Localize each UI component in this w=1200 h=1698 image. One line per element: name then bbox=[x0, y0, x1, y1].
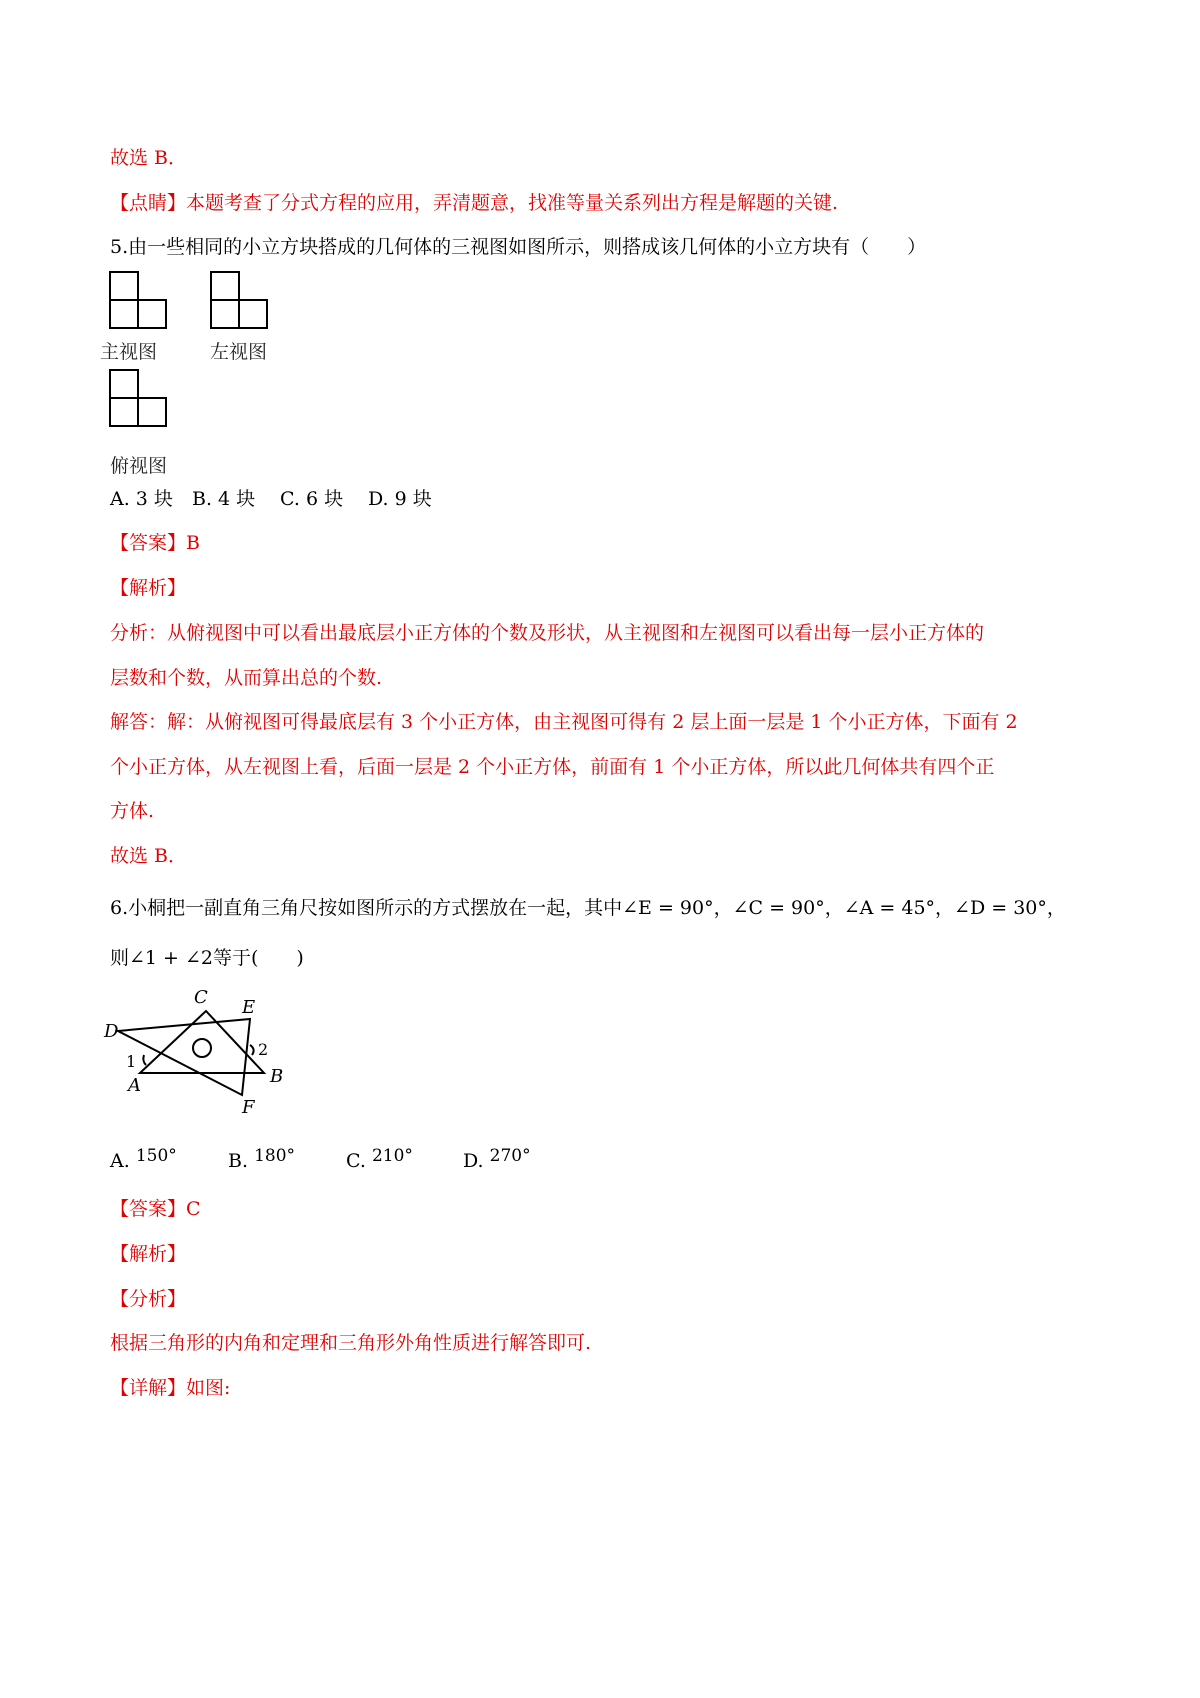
angle-2-arc bbox=[250, 1045, 254, 1055]
q5-stem: 5.由一些相同的小立方块搭成的几何体的三视图如图所示，则搭成该几何体的小立方块有（ ） bbox=[110, 236, 927, 258]
q5-option-c: C. 6 块 bbox=[280, 488, 344, 510]
q6-option-c bbox=[346, 1146, 413, 1172]
q6-option-b-value: 180° bbox=[254, 1146, 296, 1166]
front-view-label: 主视图 bbox=[100, 341, 158, 363]
label-angle-2: 2 bbox=[258, 1040, 269, 1059]
q5-option-d: D. 9 块 bbox=[368, 488, 432, 510]
q6-fenxi-text: 根据三角形的内角和定理和三角形外角性质进行解答即可. bbox=[110, 1332, 592, 1354]
q6-analysis-header: 【解析】 bbox=[110, 1243, 187, 1265]
label-b: B bbox=[270, 1066, 284, 1087]
label-f: F bbox=[242, 1097, 255, 1115]
label-angle-1: 1 bbox=[126, 1052, 137, 1071]
q5-option-b: B. 4 块 bbox=[192, 488, 256, 510]
q6-option-b-letter: B. bbox=[228, 1150, 249, 1172]
front-view-drawing bbox=[110, 272, 166, 328]
q6-option-d-letter: D. bbox=[463, 1150, 484, 1172]
q6-option-c-value: 210° bbox=[371, 1146, 413, 1166]
q5-analysis-line-2: 层数和个数，从而算出总的个数. bbox=[110, 667, 383, 689]
q6-triangles-figure bbox=[100, 985, 300, 1115]
q5-analysis-line-1: 分析：从俯视图中可以看出最底层小正方体的个数及形状，从主视图和左视图可以看出每一层小正方体的 bbox=[110, 622, 985, 644]
q6-fenxi-header: 【分析】 bbox=[110, 1288, 187, 1310]
q6-stem-line-2: 则∠1 + ∠2等于( ) bbox=[110, 947, 304, 969]
label-a: A bbox=[128, 1075, 141, 1096]
q6-option-a bbox=[110, 1146, 177, 1172]
q6-detail: 【详解】如图: bbox=[110, 1377, 231, 1399]
q5-solution-line-1: 解答：解：从俯视图可得最底层有 3 个小正方体，由主视图可得有 2 层上面一层是 1 个小正方体，下面有 2 bbox=[110, 711, 1018, 733]
q5-analysis-header: 【解析】 bbox=[110, 577, 187, 599]
label-c: C bbox=[194, 987, 208, 1008]
top-view-drawing bbox=[110, 370, 166, 426]
q5-option-a: A. 3 块 bbox=[110, 488, 173, 510]
q6-option-a-letter: A. bbox=[110, 1150, 130, 1172]
prev-comment: 【点睛】本题考查了分式方程的应用，弄清题意，找准等量关系列出方程是解题的关键. bbox=[110, 192, 839, 214]
prev-conclusion: 故选 B． bbox=[110, 147, 188, 169]
left-view-drawing bbox=[211, 272, 267, 328]
q5-conclusion: 故选 B． bbox=[110, 845, 188, 867]
left-view-label: 左视图 bbox=[210, 341, 268, 363]
center-circle bbox=[193, 1039, 211, 1057]
q6-option-c-letter: C. bbox=[346, 1150, 366, 1172]
top-view-label: 俯视图 bbox=[110, 455, 168, 477]
q6-option-a-value: 150° bbox=[135, 1146, 177, 1166]
q6-option-b bbox=[228, 1146, 296, 1172]
angle-1-arc bbox=[143, 1055, 146, 1065]
label-d: D bbox=[104, 1021, 119, 1042]
q5-answer: 【答案】B bbox=[110, 532, 200, 554]
q5-solution-line-3: 方体. bbox=[110, 800, 155, 822]
q5-solution-line-2: 个小正方体，从左视图上看，后面一层是 2 个小正方体，前面有 1 个小正方体，所以此几何体共有四个正 bbox=[110, 756, 995, 778]
label-e: E bbox=[242, 997, 256, 1018]
q6-answer: 【答案】C bbox=[110, 1198, 201, 1220]
q6-option-d bbox=[463, 1146, 531, 1172]
q6-option-d-value: 270° bbox=[489, 1146, 531, 1166]
q6-stem-line-1: 6.小桐把一副直角三角尺按如图所示的方式摆放在一起，其中∠E = 90°，∠C = 90°，∠A = 45°，∠D = 30°， bbox=[110, 897, 1066, 919]
